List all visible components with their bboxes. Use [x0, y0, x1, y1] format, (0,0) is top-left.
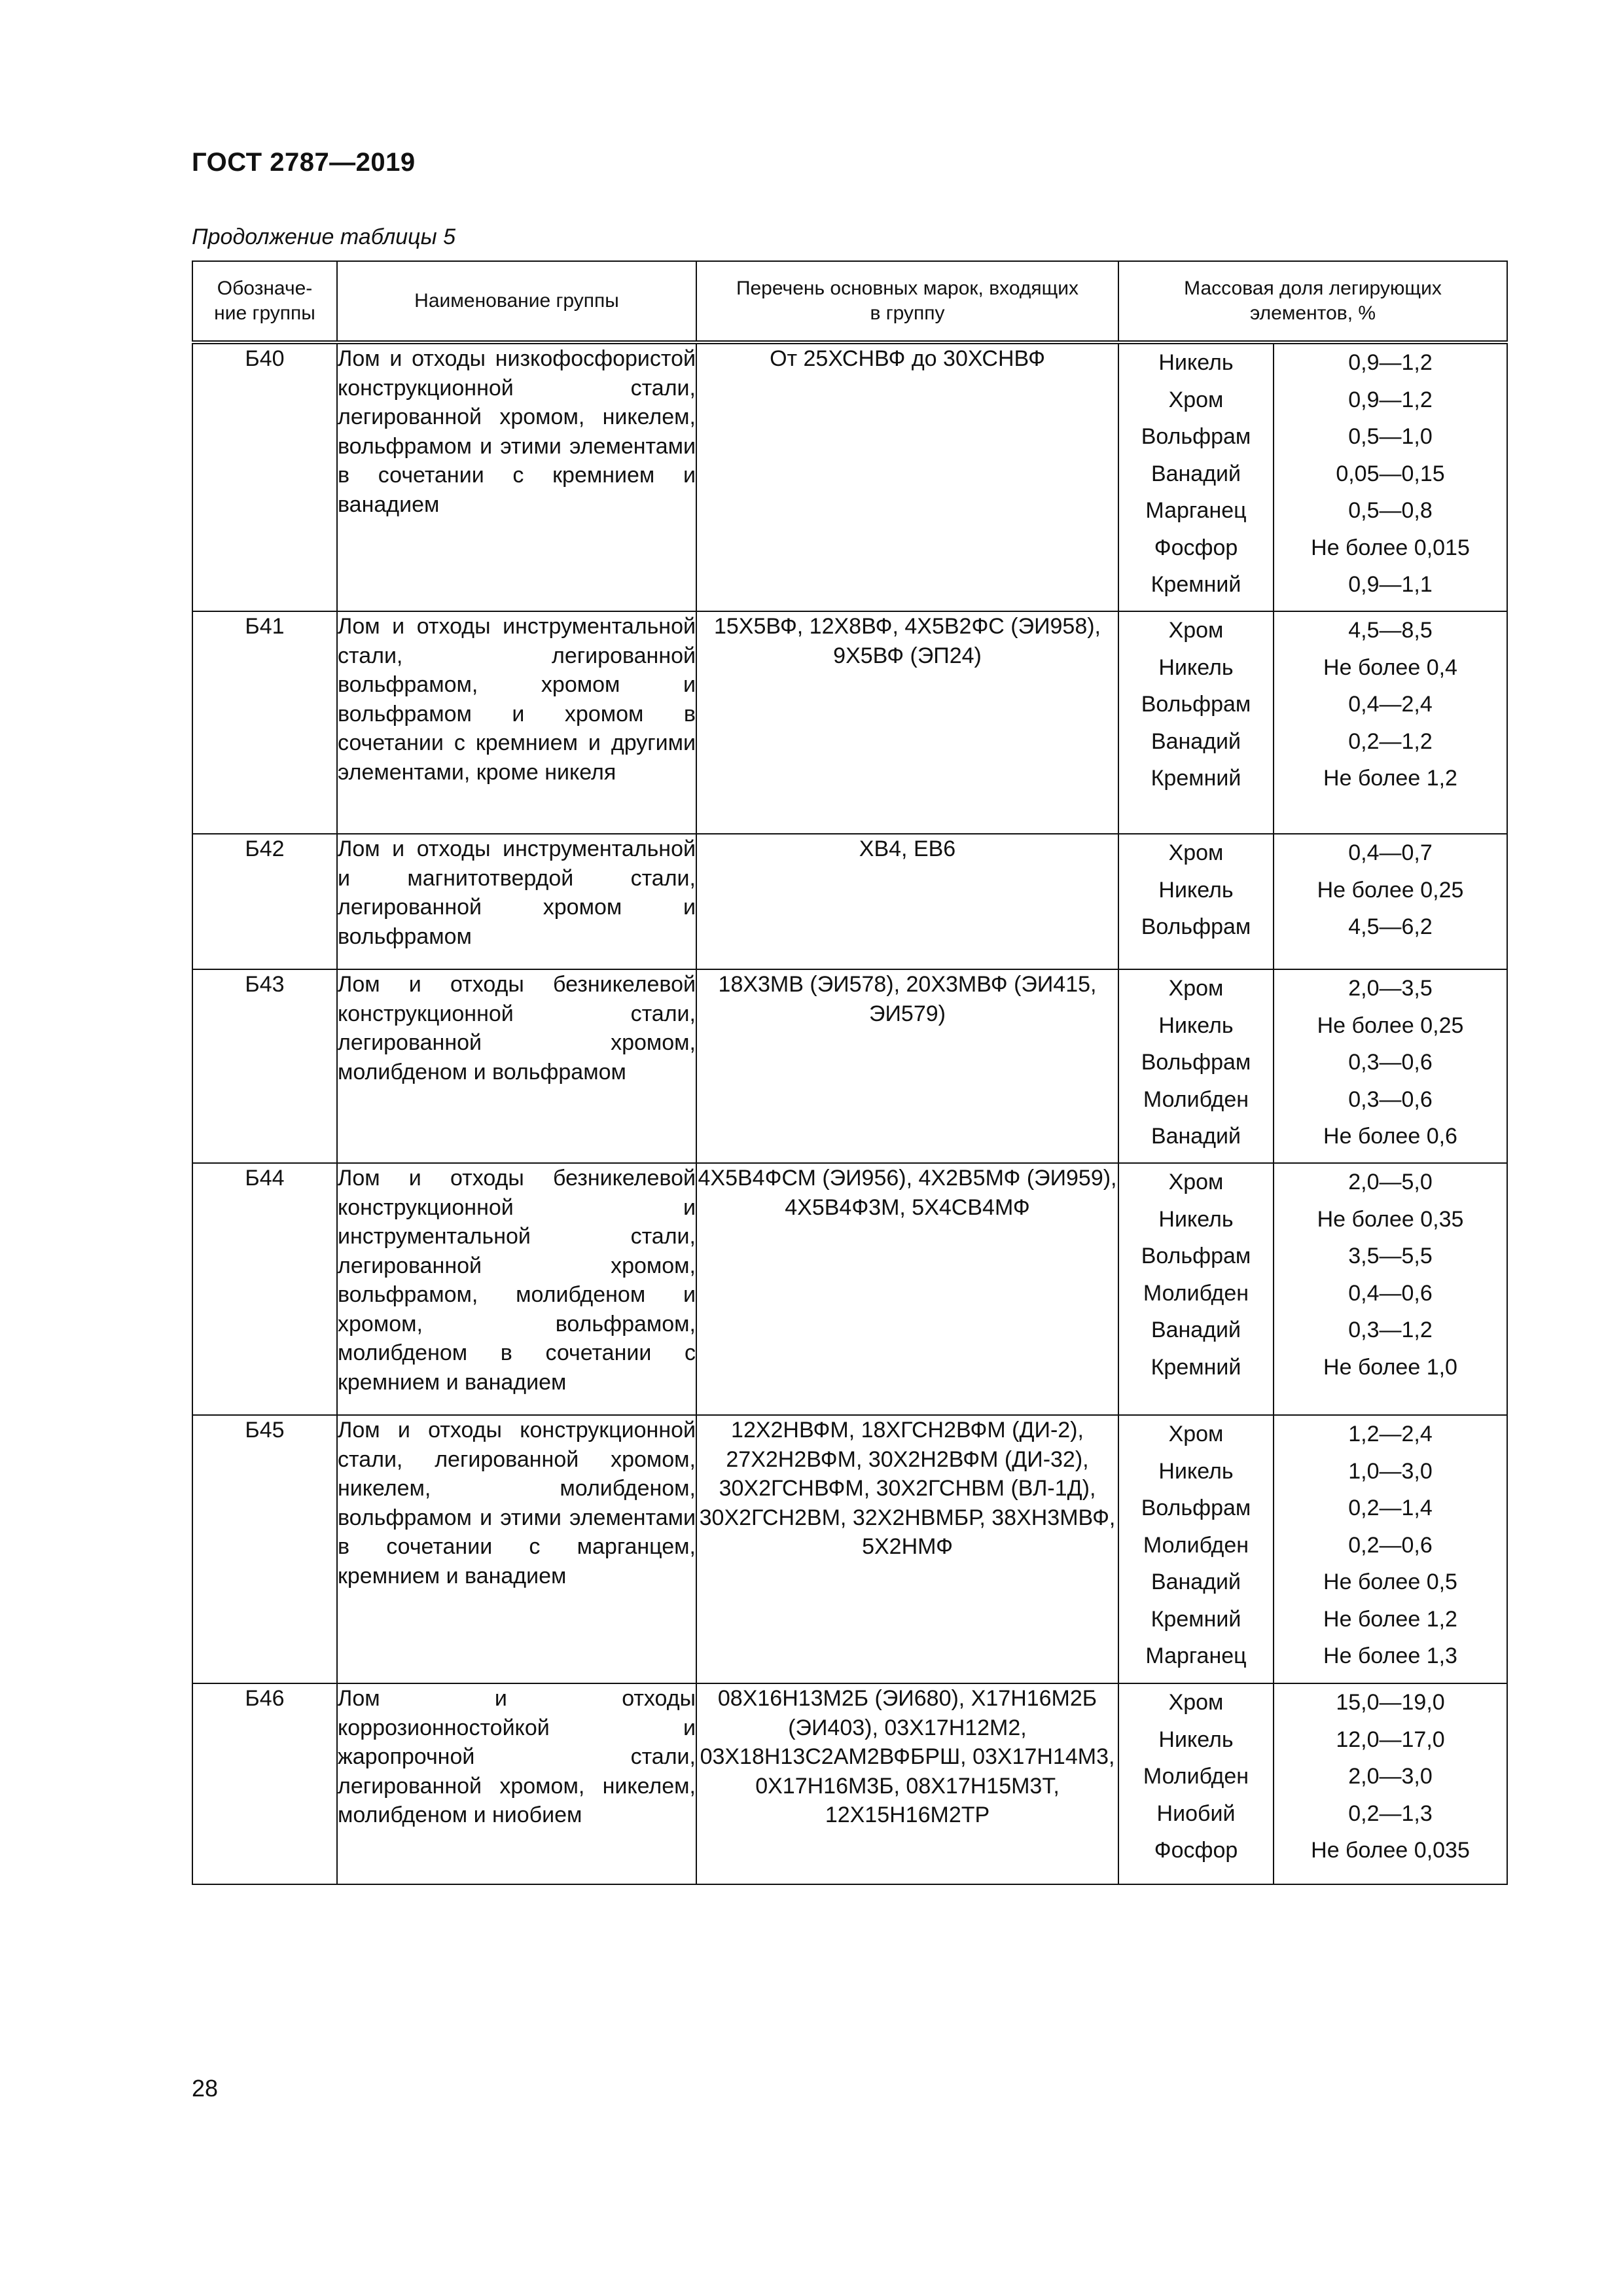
header-group-code: Обозначе- ние группы [192, 261, 337, 342]
alloy-element-name: Кремний [1150, 1354, 1241, 1380]
alloy-element-value: 0,2—1,3 [1348, 1801, 1433, 1826]
table-body [192, 342, 1507, 1884]
alloy-element-value: 0,4—0,7 [1348, 840, 1433, 865]
group-name: Лом и отходы инструментальной и магнитотвердой стали, легированной хромом и вольфрамом [337, 834, 696, 969]
alloy-element-value: Не более 0,25 [1317, 877, 1464, 903]
alloy-value-list [1274, 1163, 1507, 1415]
group-name: Лом и отходы низкофосфористой конструкционной стали, легированной хромом, никелем, вольфрамом и этими элементами в сочетании с кремнием и ванадием [337, 342, 696, 611]
alloy-element-name: Вольфрам [1141, 1050, 1251, 1075]
alloy-element-name: Хром [1168, 387, 1224, 412]
table-caption: Продолжение таблицы 5 [192, 224, 455, 249]
alloy-element-value: 3,5—5,5 [1348, 1244, 1433, 1268]
header-mass-fraction: Массовая доля легирующих элементов, % [1118, 261, 1507, 342]
alloy-element-name: Никель [1158, 1458, 1234, 1484]
alloy-element-name: Никель [1158, 1727, 1234, 1752]
alloy-element-value: 0,2—1,2 [1348, 728, 1433, 754]
alloy-value-list [1274, 342, 1507, 611]
table-row [192, 342, 1507, 611]
alloy-element-value: 0,3—0,6 [1348, 1086, 1433, 1112]
group-code: Б44 [192, 1163, 337, 1415]
alloy-element-list [1118, 342, 1274, 611]
alloy-element-name: Ванадий [1150, 1124, 1241, 1149]
alloy-element-name: Ванадий [1150, 728, 1241, 754]
alloy-element-name: Хром [1168, 1170, 1224, 1194]
alloy-element-value: Не более 0,015 [1311, 535, 1470, 560]
alloy-element-name: Ванадий [1150, 461, 1241, 486]
alloy-element-value: 0,3—1,2 [1348, 1318, 1433, 1342]
alloy-element-value: 0,9—1,2 [1348, 350, 1433, 375]
alloy-element-value: 0,9—1,1 [1348, 572, 1433, 597]
group-code: Б40 [192, 342, 337, 611]
alloy-element-list [1118, 1415, 1274, 1683]
alloy-element-value: 2,0—3,5 [1348, 976, 1433, 1001]
alloy-value-list [1274, 1415, 1507, 1683]
alloy-element-value: 0,2—0,6 [1348, 1532, 1433, 1558]
alloy-element-name: Хром [1168, 1690, 1224, 1715]
group-code: Б42 [192, 834, 337, 969]
alloy-element-value: 0,05—0,15 [1336, 461, 1445, 486]
header-group-name: Наименование группы [337, 261, 696, 342]
alloy-element-value: Не более 1,2 [1323, 766, 1457, 791]
table-header-row [192, 261, 1507, 342]
alloy-element-value: 0,4—0,6 [1348, 1280, 1433, 1306]
group-brands: 15Х5ВФ, 12Х8ВФ, 4Х5В2ФС (ЭИ958), 9Х5ВФ (ЭП24) [696, 611, 1118, 834]
table-row [192, 1163, 1507, 1415]
alloy-element-value: 0,2—1,4 [1348, 1496, 1433, 1520]
page-number: 28 [192, 2075, 219, 2102]
alloy-element-value: 15,0—19,0 [1336, 1690, 1445, 1715]
alloy-groups-table [192, 260, 1508, 1885]
alloy-value-list [1274, 969, 1507, 1163]
alloy-element-name: Никель [1158, 1206, 1234, 1232]
group-brands: ХВ4, ЕВ6 [696, 834, 1118, 969]
alloy-element-list [1118, 969, 1274, 1163]
alloy-element-name: Вольфрам [1141, 914, 1251, 939]
alloy-element-value: Не более 0,25 [1317, 1013, 1464, 1038]
alloy-element-name: Хром [1168, 618, 1224, 643]
group-name: Лом и отходы безникелевой конструкционной и инструментальной стали, легированной хромом, вольфрамом, молибденом и хромом, вольфрамом, молибденом в сочетании с кремнием и ванадием [337, 1163, 696, 1415]
alloy-value-list [1274, 834, 1507, 969]
alloy-element-name: Вольфрам [1141, 1496, 1251, 1520]
alloy-element-value: 2,0—3,0 [1348, 1764, 1433, 1789]
alloy-element-name: Ниобий [1156, 1801, 1236, 1826]
alloy-element-name: Хром [1168, 840, 1224, 865]
alloy-element-name: Никель [1158, 655, 1234, 680]
alloy-element-list [1118, 834, 1274, 969]
alloy-element-name: Кремний [1150, 1606, 1241, 1632]
alloy-element-value: Не более 1,0 [1323, 1354, 1457, 1380]
alloy-element-value: 4,5—8,5 [1348, 618, 1433, 643]
group-code: Б45 [192, 1415, 337, 1683]
alloy-value-list [1274, 611, 1507, 834]
group-brands: От 25ХСНВФ до 30ХСНВФ [696, 342, 1118, 611]
alloy-element-value: 12,0—17,0 [1336, 1727, 1445, 1752]
alloy-element-name: Вольфрам [1141, 1244, 1251, 1268]
alloy-element-value: Не более 0,6 [1323, 1124, 1457, 1149]
alloy-element-name: Вольфрам [1141, 424, 1251, 449]
alloy-element-name: Хром [1168, 976, 1224, 1001]
alloy-element-value: Не более 0,5 [1323, 1570, 1457, 1594]
alloy-element-name: Молибден [1143, 1764, 1249, 1789]
alloy-element-name: Никель [1158, 877, 1234, 903]
alloy-element-list [1118, 1683, 1274, 1884]
alloy-element-name: Фосфор [1154, 1838, 1238, 1863]
alloy-element-list [1118, 1163, 1274, 1415]
alloy-element-value: Не более 0,4 [1323, 655, 1457, 680]
group-brands: 18Х3МВ (ЭИ578), 20Х3МВФ (ЭИ415, ЭИ579) [696, 969, 1118, 1163]
table-row [192, 1415, 1507, 1683]
group-code: Б41 [192, 611, 337, 834]
alloy-element-name: Молибден [1143, 1532, 1249, 1558]
alloy-element-name: Никель [1158, 1013, 1234, 1038]
alloy-element-value: 0,3—0,6 [1348, 1050, 1433, 1075]
table-row [192, 969, 1507, 1163]
group-name: Лом и отходы конструкционной стали, легированной хромом, никелем, молибденом, вольфрамом и этими элементами в сочетании с марганцем, кремнием и ванадием [337, 1415, 696, 1683]
alloy-element-value: 0,5—0,8 [1348, 498, 1433, 523]
alloy-element-value: 0,4—2,4 [1348, 692, 1433, 717]
header-brands: Перечень основных марок, входящих в группу [696, 261, 1118, 342]
alloy-element-value: Не более 1,2 [1323, 1606, 1457, 1632]
alloy-element-value: 4,5—6,2 [1348, 914, 1433, 939]
alloy-element-name: Марганец [1145, 498, 1247, 523]
alloy-element-value: 0,9—1,2 [1348, 387, 1433, 412]
alloy-element-value: Не более 0,35 [1317, 1206, 1464, 1232]
alloy-value-list [1274, 1683, 1507, 1884]
alloy-element-name: Молибден [1143, 1280, 1249, 1306]
group-name: Лом и отходы коррозионностойкой и жаропрочной стали, легированной хромом, никелем, молибденом и ниобием [337, 1683, 696, 1884]
table-row [192, 611, 1507, 834]
group-code: Б46 [192, 1683, 337, 1884]
alloy-element-value: 2,0—5,0 [1348, 1170, 1433, 1194]
group-brands: 08Х16Н13М2Б (ЭИ680), Х17Н16М2Б (ЭИ403), 03Х17Н12М2, 03Х18Н13С2АМ2ВФБРШ, 03Х17Н14М3, 0Х17Н16М3Б, 08Х17Н15М3Т, 12Х15Н16М2ТР [696, 1683, 1118, 1884]
alloy-element-name: Кремний [1150, 572, 1241, 597]
alloy-element-name: Ванадий [1150, 1318, 1241, 1342]
alloy-element-value: 1,0—3,0 [1348, 1458, 1433, 1484]
alloy-element-name: Кремний [1150, 766, 1241, 791]
group-name: Лом и отходы безникелевой конструкционной стали, легированной хромом, молибденом и вольфрамом [337, 969, 696, 1163]
table-row [192, 1683, 1507, 1884]
alloy-element-list [1118, 611, 1274, 834]
alloy-element-name: Марганец [1145, 1643, 1247, 1668]
group-brands: 4Х5В4ФСМ (ЭИ956), 4Х2В5МФ (ЭИ959), 4Х5В4Ф3М, 5Х4СВ4МФ [696, 1163, 1118, 1415]
table-row [192, 834, 1507, 969]
document-standard-number: ГОСТ 2787—2019 [192, 148, 416, 177]
alloy-element-value: 1,2—2,4 [1348, 1422, 1433, 1446]
group-brands: 12Х2НВФМ, 18ХГСН2ВФМ (ДИ-2), 27Х2Н2ВФМ, 30Х2Н2ВФМ (ДИ-32), 30Х2ГСНВФМ, 30Х2ГСНВМ (ВЛ-1Д), 30Х2ГСН2ВМ, 32Х2НВМБР, 38ХН3МВФ, 5Х2НМФ [696, 1415, 1118, 1683]
alloy-element-value: Не более 1,3 [1323, 1643, 1457, 1668]
alloy-element-name: Фосфор [1154, 535, 1238, 560]
group-code: Б43 [192, 969, 337, 1163]
alloy-element-value: 0,5—1,0 [1348, 424, 1433, 449]
group-name: Лом и отходы инструментальной стали, легированной вольфрамом, хромом и вольфрамом и хромом в сочетании с кремнием и другими элементами, кроме никеля [337, 611, 696, 834]
alloy-element-name: Хром [1168, 1422, 1224, 1446]
alloy-element-name: Никель [1158, 350, 1234, 375]
alloy-element-name: Вольфрам [1141, 692, 1251, 717]
alloy-element-value: Не более 0,035 [1311, 1838, 1470, 1863]
alloy-element-name: Ванадий [1150, 1570, 1241, 1594]
alloy-element-name: Молибден [1143, 1086, 1249, 1112]
